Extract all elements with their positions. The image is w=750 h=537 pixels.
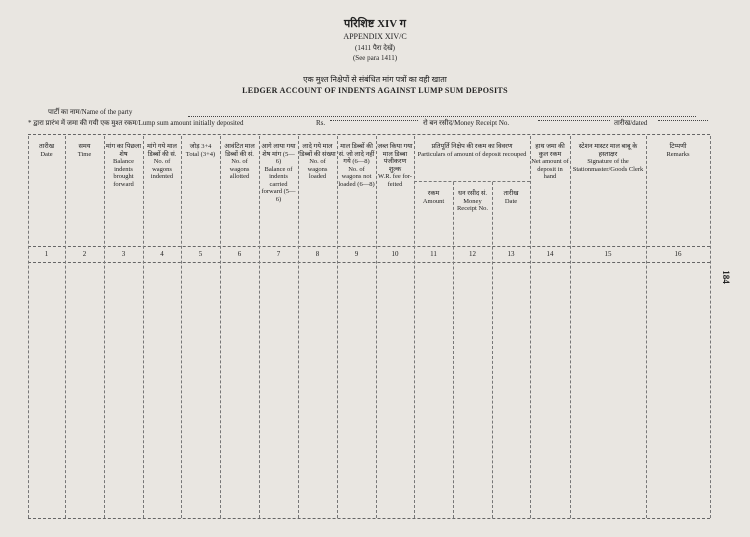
col-num: 3	[121, 250, 126, 258]
col-num: 9	[354, 250, 359, 258]
col-divider	[181, 136, 182, 518]
table-top-rule	[28, 134, 710, 135]
party-name-field[interactable]	[188, 110, 696, 117]
money-receipt-field[interactable]	[538, 119, 610, 121]
col-num: 11	[430, 250, 437, 258]
col-num: 13	[507, 250, 515, 258]
subtitle: LEDGER ACCOUNT OF INDENTS AGAINST LUMP SUM DEPOSITS	[242, 86, 508, 95]
lump-sum-label: * द्वारा प्रारंभ में जमा की गयी एक मुश्त रकम/Lump sum amount initially deposited	[28, 119, 244, 127]
party-name-label: पार्टी का नाम/Name of the party	[48, 108, 133, 116]
col-num: 10	[391, 250, 399, 258]
col-header-balance-bf: मांग का पिछला शेष Balance indents brought forward	[105, 143, 142, 188]
col-num: 7	[276, 250, 281, 258]
col-header-wagons-allotted: आवंटित माल डिब्बों की सं. No. of wagons allotted	[224, 143, 255, 180]
col-header-date: तारीख Date	[38, 143, 55, 158]
col-header-wr-fee: जब्त किया गया माल डिब्बा पंजीकरण शुल्क W.R. fee for-feited	[377, 143, 413, 188]
col-divider	[492, 182, 493, 518]
col-header-wagons-indented: मांगे गये माल डिब्बों की सं. No. of wagons indented	[147, 143, 177, 180]
col-divider	[65, 136, 66, 518]
number-row-rule	[28, 262, 710, 263]
col-num: 5	[198, 250, 203, 258]
col-header-net-amount: हाथ जमा की कुल रकम Net amount of deposit in hand	[531, 143, 569, 180]
col-header-amount: रकम Amount	[422, 190, 445, 205]
group-sub-rule	[414, 181, 530, 182]
col-num: 12	[469, 250, 476, 258]
group-header-recouped: प्रतिपूर्ति निक्षेप की रकम का विवरण Particulars of amount of deposit recouped	[417, 143, 527, 158]
col-num: 8	[315, 250, 320, 258]
page-number: 184	[720, 270, 731, 284]
col-header-wagons-loaded: लादे गये माल डिब्बों की संख्या No. of wagons loaded	[299, 143, 336, 180]
subtitle-hindi: एक मुश्त निक्षेपों से संबंधित मांग पत्रों का वही खाता	[303, 75, 447, 84]
col-divider	[337, 136, 338, 518]
col-header-time: समय Time	[77, 143, 92, 158]
dated-label: तारीख/dated	[614, 119, 648, 127]
col-num: 14	[546, 250, 554, 258]
para-ref: (See para 1411)	[352, 54, 398, 62]
col-header-signature: स्टेशन मास्टर माल बाबू के हस्ताक्षर Signature of the Stationmaster/Goods Clerk	[572, 143, 644, 173]
col-header-balance-cf: आगे लाया गया शेष मांग (5—6) Balance of indents carried forward (5—6)	[261, 143, 296, 203]
header-bottom-rule	[28, 246, 710, 247]
col-header-remarks: टिप्पणी Remarks	[666, 143, 690, 158]
table-bottom-rule	[28, 518, 710, 519]
col-divider	[28, 136, 29, 518]
para-ref-hindi: (1411 पैरा देखें)	[355, 44, 395, 52]
col-num: 2	[82, 250, 87, 258]
amount-field[interactable]	[330, 119, 418, 121]
col-divider	[104, 136, 105, 518]
col-divider	[453, 182, 454, 518]
rs-label: Rs.	[316, 119, 326, 127]
col-num: 15	[604, 250, 612, 258]
col-divider	[710, 136, 711, 518]
col-divider	[220, 136, 221, 518]
col-num: 1	[44, 250, 49, 258]
col-divider	[646, 136, 647, 518]
col-divider	[143, 136, 144, 518]
col-num: 4	[160, 250, 164, 258]
col-num: 16	[674, 250, 682, 258]
col-header-total: जोड़ 3+4 Total (3+4)	[185, 143, 216, 158]
col-num: 6	[237, 250, 242, 258]
col-header-money-receipt: धन रसीद सं. Money Receipt No.	[456, 190, 489, 212]
dated-field[interactable]	[658, 119, 708, 121]
col-divider	[570, 136, 571, 518]
col-divider	[530, 136, 531, 518]
appendix-title-hindi: परिशिष्ट XIV ग	[343, 18, 406, 30]
appendix-title: APPENDIX XIV/C	[343, 32, 407, 41]
col-divider	[298, 136, 299, 518]
money-receipt-label: रो बन रसीद/Money Receipt No.	[423, 119, 510, 127]
col-divider	[376, 136, 377, 518]
col-header-not-loaded: माल डिब्बों की सं. जो लादे नहीं गये (6—8) No. of wagons not loaded (6—8)	[338, 143, 375, 188]
col-header-recoup-date: तारीख Date	[503, 190, 519, 205]
